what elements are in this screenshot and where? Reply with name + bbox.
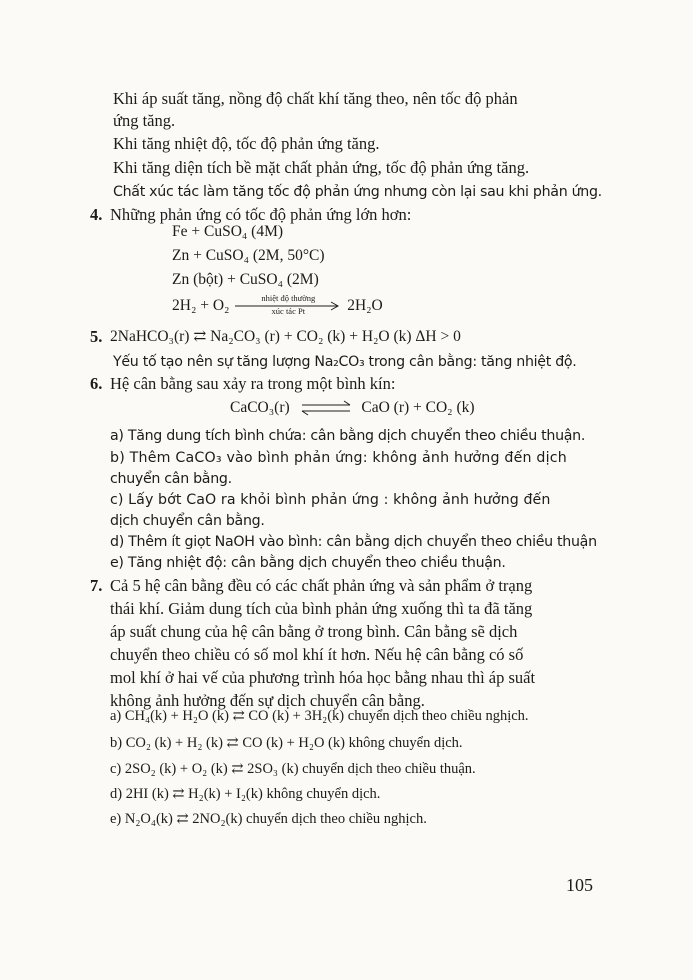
products: CaO (r) + CO₂ (k) [361, 399, 475, 416]
question-number: 7. [90, 576, 103, 595]
question-number: 5. [90, 327, 103, 346]
text-line: Cả 5 hệ cân bằng đều có các chất phản ứng và sản phẩm ở trạng [110, 576, 533, 595]
text-line: ứng tăng. [113, 111, 176, 130]
text-line: Chất xúc tác làm tăng tốc độ phản ứng nhưng còn lại sau khi phản ứng. [113, 184, 602, 200]
text-line: Khi tăng diện tích bề mặt chất phản ứng, tốc độ phản ứng tăng. [113, 158, 530, 177]
arrow-condition-bottom: xúc tác Pt [271, 306, 306, 317]
equation: 2NaHCO₃(r) ⇄ Na₂CO₃ (r) + CO₂ (k) + H₂O (k) ΔH > 0 [110, 328, 461, 345]
text-line: không ảnh hưởng đến sự dịch chuyển cân bằng. [110, 691, 425, 710]
page-number: 105 [566, 875, 593, 895]
products: 2H₂O [347, 297, 383, 314]
reaction-line: Fe + CuSO₄ (4M) [172, 223, 284, 240]
text-line: mol khí ở hai vế của phương trình hóa học bằng nhau thì áp suất [110, 668, 536, 687]
text-line: Khi áp suất tăng, nồng độ chất khí tăng theo, nên tốc độ phản [113, 89, 518, 108]
answer-item: b) Thêm CaCO₃ vào bình phản ứng: không ảnh hưởng đến dịch [110, 450, 567, 466]
answer-text: Yếu tố tạo nên sự tăng lượng Na₂CO₃ trong cân bằng: tăng nhiệt độ. [113, 354, 577, 370]
answer-item: d) Thêm ít giọt NaOH vào bình: cân bằng dịch chuyển theo chiều thuận [110, 534, 597, 550]
text-line: thái khí. Giảm dung tích của bình phản ứng xuống thì ta đã tăng [110, 599, 533, 618]
reactants: CaCO₃(r) [230, 399, 290, 416]
question-text: Hệ cân bằng sau xảy ra trong một bình kín: [110, 374, 396, 393]
question-number: 6. [90, 374, 103, 393]
answer-item: e) Tăng nhiệt độ: cân bằng dịch chuyển theo chiều thuận. [110, 555, 506, 571]
answer-item: a) CH₄(k) + H₂O (k) ⇄ CO (k) + 3H₂(k) chuyển dịch theo chiều nghịch. [110, 708, 529, 724]
reaction-line: Zn + CuSO₄ (2M, 50°C) [172, 247, 325, 264]
answer-item: chuyển cân bằng. [110, 471, 232, 487]
text-line: áp suất chung của hệ cân bằng ở trong bình. Cân bằng sẽ dịch [110, 622, 518, 641]
answer-item: c) 2SO₂ (k) + O₂ (k) ⇄ 2SO₃ (k) chuyển dịch theo chiều thuận. [110, 761, 476, 777]
answer-item: b) CO₂ (k) + H₂ (k) ⇄ CO (k) + H₂O (k) không chuyển dịch. [110, 735, 463, 751]
arrow-condition-top: nhiệt độ thường [261, 293, 316, 304]
text-line: Khi tăng nhiệt độ, tốc độ phản ứng tăng. [113, 134, 380, 153]
answer-item: e) N₂O₄(k) ⇄ 2NO₂(k) chuyển dịch theo chiều nghịch. [110, 811, 427, 827]
answer-item: a) Tăng dung tích bình chứa: cân bằng dịch chuyển theo chiều thuận. [110, 428, 586, 444]
reaction-line [172, 295, 383, 317]
equation [230, 397, 475, 419]
equilibrium-arrow-icon [300, 400, 352, 416]
reaction-line: Zn (bột) + CuSO₄ (2M) [172, 271, 319, 288]
answer-item: d) 2HI (k) ⇄ H₂(k) + I₂(k) không chuyển dịch. [110, 786, 381, 802]
question-text: Những phản ứng có tốc độ phản ứng lớn hơn: [110, 205, 412, 224]
text-line: chuyển theo chiều có số mol khí ít hơn. Nếu hệ cân bằng có số [110, 645, 524, 664]
answer-item: dịch chuyển cân bằng. [110, 513, 265, 529]
reactants: 2H₂ + O₂ [172, 297, 230, 314]
answer-item: c) Lấy bớt CaO ra khỏi bình phản ứng : không ảnh hưởng đến [110, 492, 551, 508]
question-number: 4. [90, 205, 103, 224]
reaction-arrow [233, 295, 343, 317]
